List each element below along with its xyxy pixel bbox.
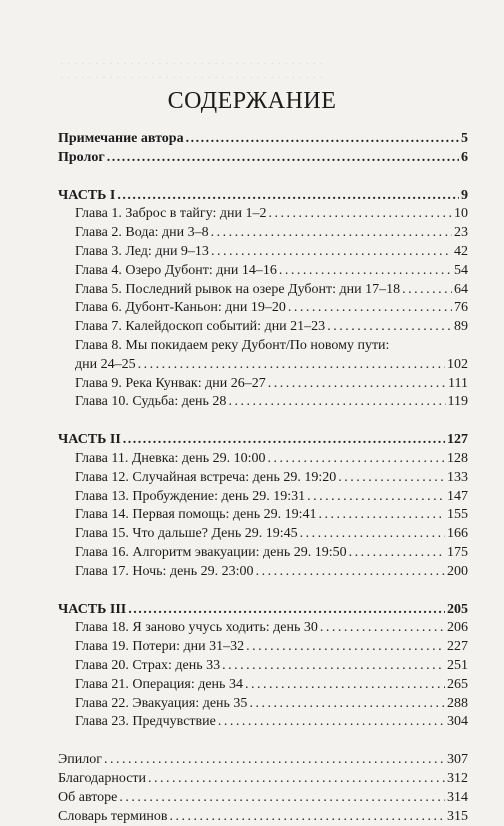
toc-chapter-label: Глава 1. Заброс в тайгу: дни 1–2 — [75, 205, 266, 224]
table-of-contents — [58, 130, 468, 826]
toc-entry-label: Словарь терминов — [58, 808, 167, 826]
toc-part-label: ЧАСТЬ I — [58, 187, 115, 206]
toc-chapter-label: Глава 6. Дубонт-Каньон: дни 19–20 — [75, 299, 286, 318]
dot-leader — [338, 469, 445, 488]
page-title: СОДЕРЖАНИЕ — [0, 88, 504, 115]
toc-part-page: 9 — [461, 187, 468, 206]
dot-leader — [268, 450, 445, 469]
toc-chapter[interactable] — [58, 506, 468, 525]
toc-entry-back[interactable] — [58, 808, 468, 826]
toc-chapter-page: 119 — [448, 393, 468, 412]
toc-chapter[interactable] — [58, 525, 468, 544]
toc-part-page: 205 — [447, 601, 468, 620]
toc-part-heading[interactable] — [58, 431, 468, 450]
dot-leader — [268, 205, 452, 224]
dot-leader — [402, 281, 452, 300]
toc-chapter-label: Глава 22. Эвакуация: день 35 — [75, 695, 247, 714]
toc-chapter-page: 76 — [454, 299, 468, 318]
toc-entry-page: 315 — [447, 808, 468, 826]
dot-leader — [107, 149, 459, 168]
toc-chapter-label: Глава 2. Вода: дни 3–8 — [75, 224, 209, 243]
dot-leader — [256, 563, 445, 582]
toc-chapter-page: 166 — [447, 525, 468, 544]
toc-chapter[interactable] — [58, 488, 468, 507]
dot-leader — [327, 318, 452, 337]
toc-chapter-page: 42 — [454, 243, 468, 262]
bleed-through-text: · · · · · · · · · · · · · · · · · · · · · · · · · · · · · · · · · · · · · · — [60, 58, 464, 70]
toc-chapter-label: Глава 12. Случайная встреча: день 29. 19:20 — [75, 469, 336, 488]
toc-chapter[interactable] — [58, 318, 468, 337]
dot-leader — [268, 375, 446, 394]
toc-chapter-page: 111 — [448, 375, 468, 394]
toc-entry-page: 312 — [447, 770, 468, 789]
toc-chapter-label: Глава 7. Калейдоскоп событий: дни 21–23 — [75, 318, 325, 337]
toc-chapter-page: 147 — [447, 488, 468, 507]
toc-chapter-label: Глава 19. Потери: дни 31–32 — [75, 638, 244, 657]
dot-leader — [128, 601, 445, 620]
toc-chapter-page: 288 — [447, 695, 468, 714]
toc-chapter-label: Глава 23. Предчувствие — [75, 713, 216, 732]
toc-chapter[interactable] — [58, 205, 468, 224]
toc-part-heading[interactable] — [58, 601, 468, 620]
toc-chapter[interactable] — [58, 713, 468, 732]
toc-entry-label: Об авторе — [58, 789, 117, 808]
toc-chapter-page: 304 — [447, 713, 468, 732]
toc-chapter-label: дни 24–25 — [75, 356, 136, 375]
dot-leader — [211, 224, 452, 243]
dot-leader — [169, 808, 445, 826]
toc-entry-label: Пролог — [58, 149, 105, 168]
toc-chapter[interactable] — [58, 393, 468, 412]
toc-chapter-label: Глава 10. Судьба: день 28 — [75, 393, 226, 412]
toc-chapter[interactable] — [58, 544, 468, 563]
toc-chapter-label: Глава 4. Озеро Дубонт: дни 14–16 — [75, 262, 277, 281]
dot-leader — [218, 713, 445, 732]
toc-chapter[interactable] — [58, 695, 468, 714]
toc-entry-page: 6 — [461, 149, 468, 168]
toc-entry-page: 307 — [447, 751, 468, 770]
toc-chapter-page: 155 — [447, 506, 468, 525]
toc-chapter-page: 265 — [447, 676, 468, 695]
toc-entry-front[interactable] — [58, 149, 468, 168]
toc-chapter[interactable] — [58, 450, 468, 469]
toc-part-label: ЧАСТЬ II — [58, 431, 121, 450]
toc-part-page: 127 — [447, 431, 468, 450]
toc-chapter-page: 54 — [454, 262, 468, 281]
toc-chapter[interactable] — [58, 638, 468, 657]
toc-chapter-label: Глава 16. Алгоритм эвакуации: день 29. 19:50 — [75, 544, 347, 563]
dot-leader — [228, 393, 445, 412]
toc-entry-label: Благодарности — [58, 770, 146, 789]
dot-leader — [186, 130, 459, 149]
toc-chapter-label: Глава 11. Дневка: день 29. 10:00 — [75, 450, 266, 469]
dot-leader — [123, 431, 445, 450]
toc-chapter[interactable] — [58, 563, 468, 582]
toc-chapter[interactable] — [58, 224, 468, 243]
toc-chapter[interactable] — [58, 469, 468, 488]
dot-leader — [119, 789, 445, 808]
dot-leader — [138, 356, 445, 375]
toc-chapter-page: 89 — [454, 318, 468, 337]
dot-leader — [246, 638, 445, 657]
dot-leader — [148, 770, 445, 789]
toc-chapter-page: 206 — [447, 619, 468, 638]
toc-chapter-page: 227 — [447, 638, 468, 657]
toc-chapter[interactable] — [58, 337, 468, 356]
toc-chapter-page: 175 — [447, 544, 468, 563]
dot-leader — [245, 676, 445, 695]
dot-leader — [300, 525, 445, 544]
toc-chapter-label: Глава 3. Лед: дни 9–13 — [75, 243, 209, 262]
toc-chapter-continuation[interactable] — [58, 356, 468, 375]
dot-leader — [320, 619, 445, 638]
toc-chapter-label: Глава 8. Мы покидаем реку Дубонт/По новому пути: — [75, 337, 389, 356]
toc-chapter-label: Глава 17. Ночь: день 29. 23:00 — [75, 563, 254, 582]
toc-chapter-page: 128 — [447, 450, 468, 469]
toc-part-heading[interactable] — [58, 187, 468, 206]
toc-chapter-page: 133 — [447, 469, 468, 488]
toc-chapter-page: 64 — [454, 281, 468, 300]
toc-chapter-page: 200 — [447, 563, 468, 582]
toc-chapter-page: 102 — [447, 356, 468, 375]
toc-chapter-label: Глава 5. Последний рывок на озере Дубонт: дни 17–18 — [75, 281, 400, 300]
dot-leader — [307, 488, 445, 507]
toc-entry-back[interactable] — [58, 789, 468, 808]
toc-chapter[interactable] — [58, 281, 468, 300]
toc-entry-front[interactable] — [58, 130, 468, 149]
toc-entry-back[interactable] — [58, 751, 468, 770]
dot-leader — [211, 243, 452, 262]
toc-chapter-label: Глава 15. Что дальше? День 29. 19:45 — [75, 525, 298, 544]
toc-chapter-label: Глава 13. Пробуждение: день 29. 19:31 — [75, 488, 305, 507]
toc-chapter[interactable] — [58, 657, 468, 676]
toc-chapter[interactable] — [58, 262, 468, 281]
toc-chapter[interactable] — [58, 243, 468, 262]
toc-chapter-page: 10 — [454, 205, 468, 224]
dot-leader — [319, 506, 445, 525]
toc-chapter-label: Глава 20. Страх: день 33 — [75, 657, 220, 676]
toc-chapter[interactable] — [58, 299, 468, 318]
toc-chapter[interactable] — [58, 619, 468, 638]
toc-chapter-label: Глава 14. Первая помощь: день 29. 19:41 — [75, 506, 317, 525]
toc-chapter-label: Глава 9. Река Кунвак: дни 26–27 — [75, 375, 266, 394]
dot-leader — [104, 751, 445, 770]
toc-chapter-label: Глава 18. Я заново учусь ходить: день 30 — [75, 619, 318, 638]
toc-entry-page: 314 — [447, 789, 468, 808]
dot-leader — [249, 695, 445, 714]
dot-leader — [349, 544, 445, 563]
dot-leader — [222, 657, 445, 676]
dot-leader — [117, 187, 459, 206]
toc-entry-label: Эпилог — [58, 751, 102, 770]
toc-chapter-page: 251 — [447, 657, 468, 676]
toc-chapter-page: 23 — [454, 224, 468, 243]
toc-chapter-label: Глава 21. Операция: день 34 — [75, 676, 243, 695]
bleed-through-text: · · · · · · · · · · · · · · · · · · · · · · · · · · · · · · · · · · · · · · — [60, 72, 464, 84]
dot-leader — [279, 262, 452, 281]
toc-part-label: ЧАСТЬ III — [58, 601, 126, 620]
toc-entry-label: Примечание автора — [58, 130, 184, 149]
toc-entry-back[interactable] — [58, 770, 468, 789]
toc-chapter[interactable] — [58, 375, 468, 394]
toc-entry-page: 5 — [461, 130, 468, 149]
toc-chapter[interactable] — [58, 676, 468, 695]
dot-leader — [288, 299, 452, 318]
